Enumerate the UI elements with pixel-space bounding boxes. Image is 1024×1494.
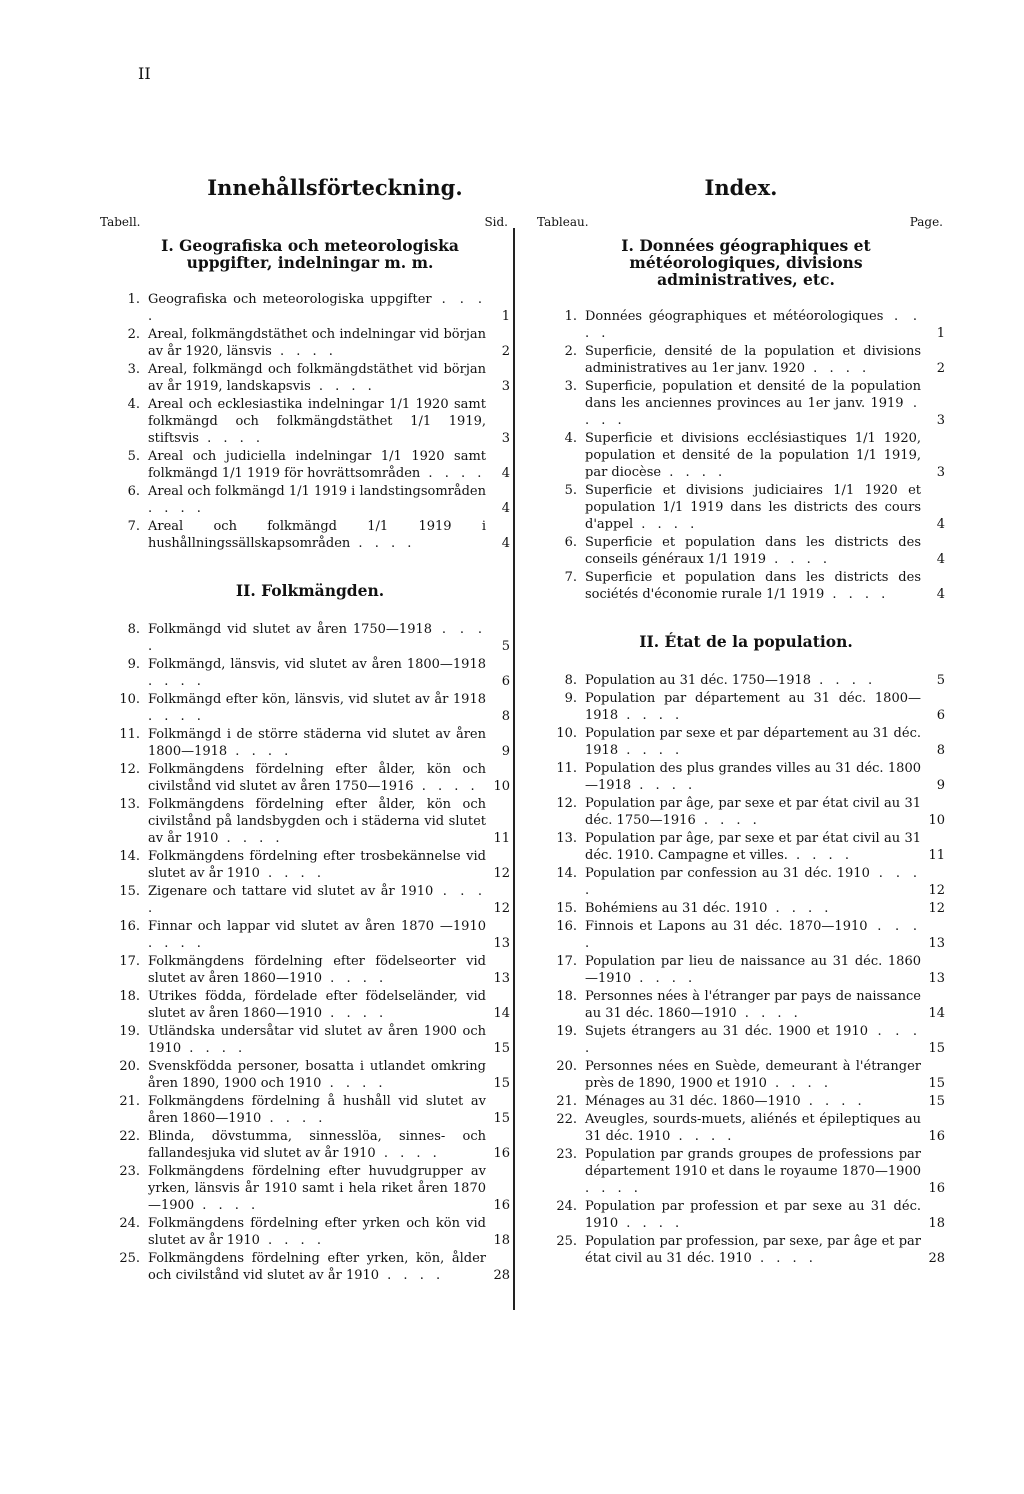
entry-page: 13 bbox=[928, 936, 945, 951]
entry-title: Données géographiques et météorologiques bbox=[585, 309, 884, 324]
entry-page: 4 bbox=[936, 587, 945, 602]
dot-leader: . . . . bbox=[661, 465, 727, 480]
entry-page: 9 bbox=[936, 778, 945, 793]
index-entry bbox=[537, 1146, 945, 1197]
index-entry bbox=[537, 725, 945, 759]
swedish-page-label: Sid. bbox=[484, 215, 508, 229]
entry-page: 4 bbox=[936, 517, 945, 532]
entry-title: Blinda, dövstumma, sinnesslöa, sinnes- och fallandesjuka vid slutet av år 1910 bbox=[148, 1129, 486, 1161]
entry-page: 13 bbox=[493, 971, 510, 986]
entry-page: 4 bbox=[501, 466, 510, 481]
entry-title: Superficie et divisions ecclésiastiques 1/1 1920, population et densité de la population 1/1 1919, par diocèse bbox=[585, 431, 921, 480]
index-entry bbox=[100, 448, 510, 482]
entry-title: Superficie et population dans les districts des conseils généraux 1/1 1919 bbox=[585, 535, 921, 567]
entry-page: 6 bbox=[936, 708, 945, 723]
entry-number: 2. bbox=[127, 327, 140, 342]
entry-title: Utländska undersåtar vid slutet av åren 1900 och 1910 bbox=[148, 1024, 486, 1056]
entry-page: 28 bbox=[928, 1251, 945, 1266]
entry-number: 11. bbox=[556, 761, 577, 776]
entry-page: 4 bbox=[501, 501, 510, 516]
index-entry bbox=[537, 918, 945, 952]
entry-page: 15 bbox=[493, 1076, 510, 1091]
entry-page: 5 bbox=[501, 639, 510, 654]
entry-number: 14. bbox=[556, 866, 577, 881]
entry-title: Personnes nées à l'étranger par pays de naissance au 31 déc. 1860—1910 bbox=[585, 989, 921, 1021]
entry-title: Superficie, densité de la population et divisions administratives au 1er janv. 1920 bbox=[585, 344, 921, 376]
entry-number: 25. bbox=[119, 1251, 140, 1266]
dot-leader: . . . . bbox=[751, 1251, 817, 1266]
dot-leader: . . . . bbox=[618, 708, 684, 723]
entry-title: Folkmängd i de större städerna vid slutet av åren 1800—1918 bbox=[148, 727, 486, 759]
entry-title: Areal och folkmängd 1/1 1919 i hushållningssällskapsområden bbox=[148, 519, 486, 551]
entry-number: 3. bbox=[564, 379, 577, 394]
dot-leader: . . . . bbox=[670, 1129, 736, 1144]
dot-leader: . . . . bbox=[585, 919, 921, 951]
index-entry bbox=[537, 569, 945, 603]
entry-page: 12 bbox=[493, 901, 510, 916]
swedish-sections bbox=[100, 237, 510, 1284]
entry-number: 13. bbox=[556, 831, 577, 846]
entry-number: 21. bbox=[556, 1094, 577, 1109]
entry-number: 24. bbox=[119, 1216, 140, 1231]
index-entry bbox=[100, 656, 510, 690]
entry-page: 4 bbox=[936, 552, 945, 567]
entry-page: 18 bbox=[493, 1233, 510, 1248]
entry-title: Folkmängd, länsvis, vid slutet av åren 1800—1918 bbox=[148, 657, 486, 672]
entry-page: 18 bbox=[928, 1216, 945, 1231]
index-entry bbox=[537, 900, 945, 917]
entry-page: 1 bbox=[501, 309, 510, 324]
entry-page: 15 bbox=[493, 1111, 510, 1126]
entry-number: 20. bbox=[119, 1059, 140, 1074]
entry-number: 17. bbox=[119, 954, 140, 969]
entry-title: Folkmängd vid slutet av åren 1750—1918 bbox=[148, 622, 433, 637]
entry-page: 15 bbox=[493, 1041, 510, 1056]
entry-title: Folkmängdens fördelning efter födelseorter vid slutet av åren 1860—1910 bbox=[148, 954, 486, 986]
index-entry bbox=[100, 518, 510, 552]
index-entry bbox=[100, 621, 510, 655]
dot-leader: . . . . bbox=[148, 709, 205, 724]
dot-leader: . . . . bbox=[375, 1146, 441, 1161]
entry-title: Folkmängdens fördelning efter yrken och kön vid slutet av år 1910 bbox=[148, 1216, 486, 1248]
entry-title: Population par confession au 31 déc. 1910 bbox=[585, 866, 870, 881]
entry-page: 12 bbox=[928, 883, 945, 898]
entry-number: 7. bbox=[564, 570, 577, 585]
entry-number: 24. bbox=[556, 1199, 577, 1214]
dot-leader: . . . . bbox=[198, 431, 264, 446]
entry-title: Sujets étrangers au 31 déc. 1900 et 1910 bbox=[585, 1024, 868, 1039]
dot-leader: . . . . bbox=[322, 971, 388, 986]
entry-title: Finnois et Lapons au 31 déc. 1870—1910 bbox=[585, 919, 868, 934]
entry-number: 19. bbox=[119, 1024, 140, 1039]
dot-leader: . . . . bbox=[585, 396, 921, 428]
entry-page: 12 bbox=[928, 901, 945, 916]
index-entry bbox=[537, 430, 945, 481]
index-entry bbox=[100, 691, 510, 725]
entry-number: 3. bbox=[127, 362, 140, 377]
entry-number: 5. bbox=[564, 483, 577, 498]
dot-leader: . . . . bbox=[413, 779, 479, 794]
index-entry bbox=[100, 953, 510, 987]
dot-leader: . . . . bbox=[805, 361, 871, 376]
entry-page: 1 bbox=[936, 326, 945, 341]
index-entry bbox=[537, 690, 945, 724]
index-entry bbox=[100, 1163, 510, 1214]
dot-leader: . . . . bbox=[350, 536, 416, 551]
swedish-section-title: II. Folkmängden. bbox=[235, 581, 385, 600]
entry-number: 10. bbox=[119, 692, 140, 707]
entry-number: 19. bbox=[556, 1024, 577, 1039]
index-entry bbox=[100, 796, 510, 847]
entry-number: 25. bbox=[556, 1234, 577, 1249]
page-number: II bbox=[138, 64, 151, 83]
entry-title: Bohémiens au 31 déc. 1910 bbox=[585, 901, 768, 916]
index-entry bbox=[537, 1198, 945, 1232]
entry-page: 8 bbox=[936, 743, 945, 758]
entry-title: Folkmängdens fördelning efter ålder, kön och civilstånd på landsbygden och i städerna vid slutet av år 1910 bbox=[148, 797, 486, 846]
entry-page: 15 bbox=[928, 1094, 945, 1109]
entry-title: Utrikes födda, fördelade efter födelseländer, vid slutet av åren 1860—1910 bbox=[148, 989, 486, 1021]
entry-number: 10. bbox=[556, 726, 577, 741]
entry-page: 16 bbox=[928, 1181, 945, 1196]
entry-title: Geografiska och meteorologiska uppgifter bbox=[148, 292, 432, 307]
entry-title: Superficie et population dans les districts des sociétés d'économie rurale 1/1 1919 bbox=[585, 570, 921, 602]
entry-page: 14 bbox=[493, 1006, 510, 1021]
entry-title: Folkmängdens fördelning å hushåll vid slutet av åren 1860—1910 bbox=[148, 1094, 486, 1126]
index-entry bbox=[537, 988, 945, 1022]
entry-number: 7. bbox=[127, 519, 140, 534]
french-sections bbox=[537, 237, 945, 1267]
entry-number: 15. bbox=[119, 884, 140, 899]
index-entry bbox=[537, 1023, 945, 1057]
entry-number: 22. bbox=[556, 1112, 577, 1127]
dot-leader: . . . . bbox=[148, 936, 205, 951]
entry-title: Ménages au 31 déc. 1860—1910 bbox=[585, 1094, 801, 1109]
index-entry bbox=[100, 396, 510, 447]
entry-number: 12. bbox=[119, 762, 140, 777]
entry-page: 16 bbox=[493, 1146, 510, 1161]
french-table-label: Tableau. bbox=[537, 215, 589, 229]
index-entry bbox=[537, 830, 945, 864]
index-entry bbox=[100, 726, 510, 760]
dot-leader: . . . . bbox=[148, 622, 487, 654]
index-entry bbox=[537, 672, 945, 689]
index-entry bbox=[537, 795, 945, 829]
dot-leader: . . . . bbox=[765, 552, 832, 567]
entry-page: 3 bbox=[501, 379, 510, 394]
entry-title: Population par grands groupes de professions par département 1910 et dans le royaume 1870—1900 bbox=[585, 1147, 921, 1179]
dot-leader: . . . . bbox=[271, 344, 337, 359]
entry-page: 12 bbox=[493, 866, 510, 881]
entry-page: 2 bbox=[501, 344, 510, 359]
index-entry bbox=[100, 1093, 510, 1127]
entry-title: Population par lieu de naissance au 31 déc. 1860—1910 bbox=[585, 954, 921, 986]
entry-page: 11 bbox=[928, 848, 945, 863]
dot-leader: . . . . bbox=[631, 971, 697, 986]
dot-leader: . . . . bbox=[800, 1094, 866, 1109]
entry-number: 22. bbox=[119, 1129, 140, 1144]
french-section-title: II. État de la population. bbox=[639, 632, 853, 651]
index-entry bbox=[100, 883, 510, 917]
dot-leader: . . . . bbox=[618, 743, 684, 758]
index-entry bbox=[100, 291, 510, 325]
dot-leader: . . . . bbox=[695, 813, 761, 828]
dot-leader: . . . . bbox=[420, 466, 486, 481]
entry-title: Population par sexe et par département au 31 déc. 1918 bbox=[585, 726, 921, 758]
entry-page: 3 bbox=[936, 465, 945, 480]
entry-page: 16 bbox=[493, 1198, 510, 1213]
entry-title: Population au 31 déc. 1750—1918 bbox=[585, 673, 812, 688]
index-entry bbox=[537, 343, 945, 377]
entry-page: 9 bbox=[501, 744, 510, 759]
entry-page: 3 bbox=[936, 413, 945, 428]
entry-title: Population par profession, par sexe, par âge et par état civil au 31 déc. 1910 bbox=[585, 1234, 921, 1266]
entry-page: 14 bbox=[928, 1006, 945, 1021]
entry-page: 10 bbox=[928, 813, 945, 828]
dot-leader: . . . . bbox=[227, 744, 293, 759]
entry-number: 21. bbox=[119, 1094, 140, 1109]
dot-leader: . . . . bbox=[321, 1076, 387, 1091]
french-column-header bbox=[537, 215, 945, 237]
index-entry bbox=[100, 1023, 510, 1057]
entry-number: 1. bbox=[127, 292, 140, 307]
dot-leader: . . . . bbox=[148, 501, 205, 516]
entry-title: Areal och ecklesiastika indelningar 1/1 1920 samt folkmängd och folkmängdstäthet 1/1 1919, stiftsvis bbox=[148, 397, 486, 446]
index-entry bbox=[100, 1215, 510, 1249]
dot-leader: . . . . bbox=[259, 1233, 325, 1248]
entry-page: 13 bbox=[928, 971, 945, 986]
entry-title: Areal och folkmängd 1/1 1919 i landstingsområden bbox=[148, 484, 486, 499]
entry-title: Folkmängdens fördelning efter huvudgrupper av yrken, länsvis år 1910 samt i hela riket åren 1870—1900 bbox=[148, 1164, 486, 1213]
dot-leader: . . . . bbox=[379, 1268, 445, 1283]
entry-page: 6 bbox=[501, 674, 510, 689]
entry-number: 8. bbox=[564, 673, 577, 688]
entry-title: Folkmängdens fördelning efter ålder, kön och civilstånd vid slutet av åren 1750—1916 bbox=[148, 762, 486, 794]
entry-title: Areal, folkmängd och folkmängdstäthet vid början av år 1919, landskapsvis bbox=[148, 362, 486, 394]
dot-leader: . . . . bbox=[310, 379, 376, 394]
index-entry bbox=[537, 378, 945, 429]
index-entry bbox=[100, 848, 510, 882]
entry-number: 12. bbox=[556, 796, 577, 811]
entry-number: 5. bbox=[127, 449, 140, 464]
entry-title: Population par département au 31 déc. 1800—1918 bbox=[585, 691, 921, 723]
dot-leader: . . . . bbox=[148, 674, 205, 689]
entry-number: 17. bbox=[556, 954, 577, 969]
entry-page: 11 bbox=[493, 831, 510, 846]
entry-number: 6. bbox=[127, 484, 140, 499]
swedish-column-header bbox=[100, 215, 510, 237]
entry-title: Svenskfödda personer, bosatta i utlandet omkring åren 1890, 1900 och 1910 bbox=[148, 1059, 486, 1091]
dot-leader: . . . . bbox=[631, 778, 697, 793]
french-section-title: I. Données géographiques et météorologiques, divisions administratives, etc. bbox=[621, 236, 871, 289]
entry-number: 13. bbox=[119, 797, 140, 812]
entry-page: 15 bbox=[928, 1076, 945, 1091]
index-entry bbox=[100, 761, 510, 795]
entry-number: 9. bbox=[564, 691, 577, 706]
swedish-table-label: Tabell. bbox=[100, 215, 141, 229]
entry-title: Population par âge, par sexe et par état civil au 31 déc. 1910. Campagne et villes. bbox=[585, 831, 921, 863]
swedish-index-title: Innehållsförteckning. bbox=[207, 175, 463, 200]
entry-title: Population par profession et par sexe au 31 déc. 1910 bbox=[585, 1199, 921, 1231]
dot-leader: . . . . bbox=[148, 292, 486, 324]
entry-number: 23. bbox=[119, 1164, 140, 1179]
dot-leader: . . . . bbox=[824, 587, 890, 602]
dot-leader: . . . . bbox=[787, 848, 853, 863]
entry-title: Areal och judiciella indelningar 1/1 1920 samt folkmängd 1/1 1919 för hovrättsområden bbox=[148, 449, 486, 481]
entry-number: 6. bbox=[564, 535, 577, 550]
index-entry bbox=[537, 1233, 945, 1267]
entry-title: Folkmängdens fördelning efter yrken, kön, ålder och civilstånd vid slutet av år 1910 bbox=[148, 1251, 486, 1283]
index-entry bbox=[100, 1128, 510, 1162]
entry-number: 4. bbox=[127, 397, 140, 412]
entry-number: 23. bbox=[556, 1147, 577, 1162]
french-index-column bbox=[537, 175, 945, 1268]
entry-page: 15 bbox=[928, 1041, 945, 1056]
entry-page: 2 bbox=[936, 361, 945, 376]
entry-number: 9. bbox=[127, 657, 140, 672]
entry-page: 4 bbox=[501, 536, 510, 551]
column-divider bbox=[513, 228, 515, 1310]
entry-title: Superficie, population et densité de la population dans les anciennes provinces au 1er janv. 1919 bbox=[585, 379, 921, 411]
entry-number: 16. bbox=[119, 919, 140, 934]
entry-title: Population par âge, par sexe et par état civil au 31 déc. 1750—1916 bbox=[585, 796, 921, 828]
dot-leader: . . . . bbox=[618, 1216, 684, 1231]
dot-leader: . . . . bbox=[811, 673, 877, 688]
entry-title: Personnes nées en Suède, demeurant à l'étranger près de 1890, 1900 et 1910 bbox=[585, 1059, 921, 1091]
entry-number: 4. bbox=[564, 431, 577, 446]
entry-title: Finnar och lappar vid slutet av åren 1870 —1910 bbox=[148, 919, 486, 934]
index-entry bbox=[537, 760, 945, 794]
dot-leader: . . . . bbox=[194, 1198, 260, 1213]
entry-title: Population des plus grandes villes au 31 déc. 1800—1918 bbox=[585, 761, 921, 793]
dot-leader: . . . . bbox=[633, 517, 699, 532]
entry-number: 14. bbox=[119, 849, 140, 864]
index-entry bbox=[537, 534, 945, 568]
french-page-label: Page. bbox=[909, 215, 943, 229]
entry-number: 20. bbox=[556, 1059, 577, 1074]
dot-leader: . . . . bbox=[767, 901, 833, 916]
entry-page: 13 bbox=[493, 936, 510, 951]
entry-number: 16. bbox=[556, 919, 577, 934]
entry-number: 18. bbox=[119, 989, 140, 1004]
index-entry bbox=[537, 1093, 945, 1110]
entry-page: 10 bbox=[493, 779, 510, 794]
entry-title: Superficie et divisions judiciaires 1/1 1920 et population 1/1 1919 dans les districts des cours d'appel bbox=[585, 483, 921, 532]
index-entry bbox=[537, 1111, 945, 1145]
entry-title: Aveugles, sourds-muets, aliénés et épileptiques au 31 déc. 1910 bbox=[585, 1112, 921, 1144]
entry-page: 5 bbox=[936, 673, 945, 688]
entry-number: 11. bbox=[119, 727, 140, 742]
entry-page: 16 bbox=[928, 1129, 945, 1144]
entry-title: Folkmängd efter kön, länsvis, vid slutet av år 1918 bbox=[148, 692, 486, 707]
entry-page: 8 bbox=[501, 709, 510, 724]
entry-page: 28 bbox=[493, 1268, 510, 1283]
dot-leader: . . . . bbox=[218, 831, 284, 846]
index-entry bbox=[100, 918, 510, 952]
index-entry bbox=[537, 482, 945, 533]
index-entry bbox=[537, 308, 945, 342]
index-entry bbox=[100, 1250, 510, 1284]
index-entry bbox=[100, 361, 510, 395]
index-entry bbox=[100, 988, 510, 1022]
entry-page: 3 bbox=[501, 431, 510, 446]
french-index-title: Index. bbox=[704, 175, 778, 200]
dot-leader: . . . . bbox=[322, 1006, 388, 1021]
dot-leader: . . . . bbox=[766, 1076, 832, 1091]
entry-number: 18. bbox=[556, 989, 577, 1004]
dot-leader: . . . . bbox=[736, 1006, 802, 1021]
index-entry bbox=[537, 953, 945, 987]
index-entry bbox=[100, 483, 510, 517]
dot-leader: . . . . bbox=[585, 866, 921, 898]
dot-leader: . . . . bbox=[585, 1024, 921, 1056]
index-entry bbox=[537, 865, 945, 899]
entry-number: 1. bbox=[564, 309, 577, 324]
entry-number: 15. bbox=[556, 901, 577, 916]
index-entry bbox=[537, 1058, 945, 1092]
swedish-index-column bbox=[100, 175, 510, 1285]
entry-title: Zigenare och tattare vid slutet av år 1910 bbox=[148, 884, 434, 899]
entry-number: 2. bbox=[564, 344, 577, 359]
dot-leader: . . . . bbox=[261, 1111, 327, 1126]
index-entry bbox=[100, 326, 510, 360]
dot-leader: . . . . bbox=[259, 866, 325, 881]
entry-title: Areal, folkmängdstäthet och indelningar vid början av år 1920, länsvis bbox=[148, 327, 486, 359]
entry-title: Folkmängdens fördelning efter trosbekännelse vid slutet av år 1910 bbox=[148, 849, 486, 881]
dot-leader: . . . . bbox=[585, 1181, 642, 1196]
dot-leader: . . . . bbox=[181, 1041, 247, 1056]
entry-number: 8. bbox=[127, 622, 140, 637]
dot-leader: . . . . bbox=[585, 309, 921, 341]
dot-leader: . . . . bbox=[148, 884, 486, 916]
swedish-section-title: I. Geografiska och meteorologiska uppgifter, indelningar m. m. bbox=[161, 236, 459, 272]
index-entry bbox=[100, 1058, 510, 1092]
